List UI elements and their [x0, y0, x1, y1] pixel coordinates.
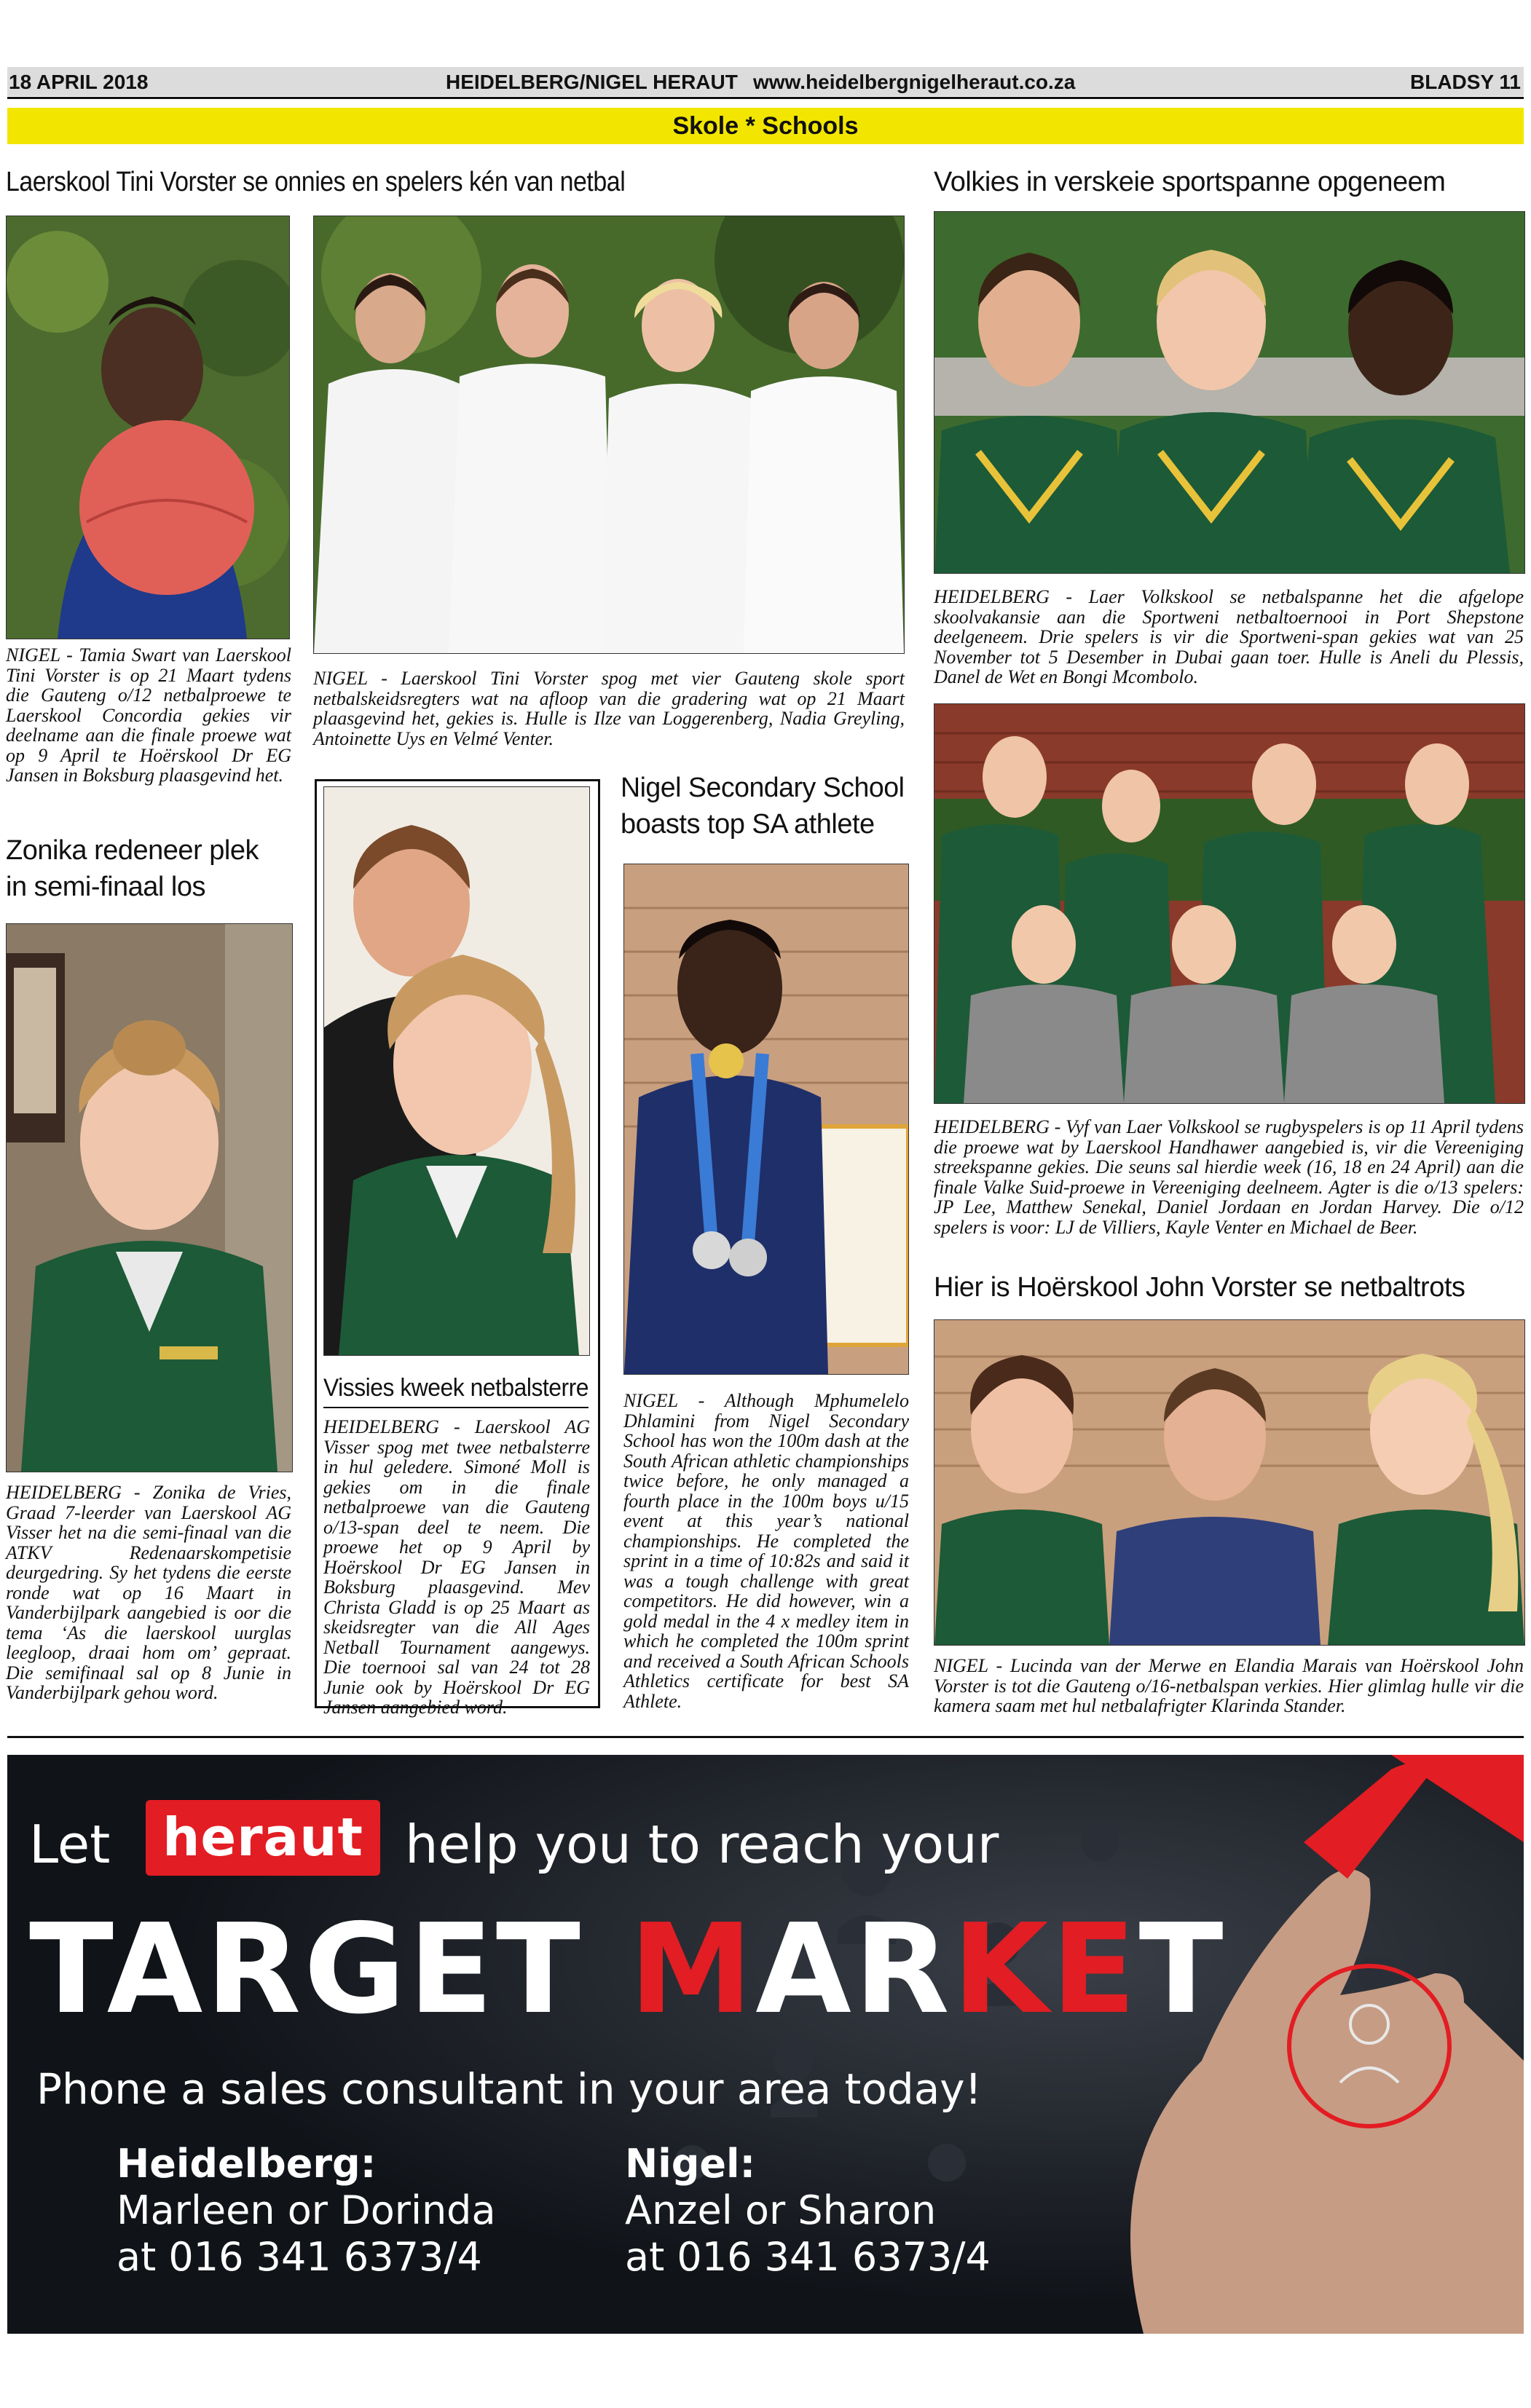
ad-heidelberg-phone[interactable]: at 016 341 6373/4	[117, 2234, 482, 2280]
headline-john-vorster: Hier is Hoërskool John Vorster se netbaltrots	[934, 1272, 1465, 1303]
ad-nigel-label	[625, 2141, 755, 2187]
headline-vissies: Vissies kweek netbalsterre	[323, 1374, 589, 1402]
headline-nigel-secondary-2: boasts top SA athlete	[621, 809, 875, 840]
ad-heidelberg-label	[117, 2141, 376, 2187]
caption-vissies: HEIDELBERG - Laerskool AG Visser spog met twee netbalsterre in hul geledere. Simoné Moll is gekies om in die finale netbalproewe van die Gauteng o/13-span deel te neem. Die proewe het op 9 April by Hoërskool Dr EG Jansen in Boksburg plaasgevind. Mev Christa Gladd is op 25 Maart as skeidsregter van die All Ages Netball Tournament aangewys. Die toernooi sal van 24 tot 28 Junie ook by Hoërskool Dr EG Jansen aangebied word.	[323, 1416, 590, 1718]
masthead-paper: HEIDELBERG/NIGEL HERAUT	[446, 71, 738, 93]
photo-netball-players-sportweni	[934, 211, 1525, 574]
ad-heidelberg-contacts: Marleen or Dorinda	[117, 2187, 496, 2233]
caption-netball-players-sportweni: HEIDELBERG - Laer Volkskool se netbalspanne het die afgelope skoolvakansie aan die Sportweni netbaltoernooi in Port Shepstone deelgeneem. Drie spelers is vir die Sportweni-span gekies wat van 25 November tot 5 Desember in Dubai gaan toer. Hulle is Aneli du Plessis, Danel de Wet en Bongi Mcombolo.	[934, 586, 1524, 687]
ad-help-line: help you to reach your	[405, 1814, 999, 1875]
headline-zonika-1: Zonika redeneer plek	[6, 835, 259, 866]
caption-zonika-de-vries: HEIDELBERG - Zonika de Vries, Graad 7-leerder van Laerskool AG Visser het na die semi-finaal van die ATKV Redenaarskompetisie deurgedring. Sy het tydens die eerste ronde wat op 16 Maart in Vanderbijlpark aangebied is oor die tema ‘As die laerskool uurglas leegloop, draai hom om’ gepraat. Die semifinaal sal op 8 Junie in Vanderbijlpark gehou word.	[6, 1482, 291, 1703]
masthead-date: 18 APRIL 2018	[9, 71, 149, 93]
ad-market-k: K	[952, 1898, 1052, 2042]
masthead-rule	[7, 97, 1524, 99]
photo-rugby-players-volkskool	[934, 703, 1525, 1104]
photo-john-vorster-netball	[934, 1319, 1525, 1646]
headline-nigel-secondary-1: Nigel Secondary School	[621, 773, 905, 803]
caption-tamia-swart: NIGEL - Tamia Swart van Laerskool Tini Vorster is op 21 Maart tydens die Gauteng o/12 netbalproewe te Laerskool Concordia gekies vir deelname aan die finale proewe wat op 9 April te Hoërskool Dr EG Jansen in Boksburg plaasgevind het.	[6, 644, 291, 786]
ad-phone-line: Phone a sales consultant in your area today!	[36, 2064, 982, 2114]
ad-let: Let	[29, 1814, 111, 1875]
ad-nigel-name: Nigel	[625, 2141, 740, 2187]
ad-market-ar: AR	[755, 1898, 953, 2042]
caption-john-vorster-netball: NIGEL - Lucinda van der Merwe en Elandia Marais van Hoërskool John Vorster is tot die Gauteng o/16-netbalspan verkies. Hier glimlag hulle vir die kamera saam met hul netbalafrigter Klarinda Stander.	[934, 1655, 1524, 1716]
headline-zonika-2: in semi-finaal los	[6, 872, 205, 902]
ad-market-m: M	[629, 1898, 756, 2042]
ad-nigel-contacts: Anzel or Sharon	[625, 2187, 937, 2233]
ad-target-word: TARGET	[29, 1898, 583, 2042]
ad-separator-rule	[7, 1736, 1524, 1738]
photo-zonika-de-vries	[6, 923, 293, 1472]
photo-simone-moll-christa-gladd	[323, 786, 590, 1356]
headline-tini-vorster: Laerskool Tini Vorster se onnies en spelers kén van netbal	[6, 167, 626, 197]
ad-heidelberg-colon: :	[360, 2141, 377, 2187]
caption-mphumelelo-dhlamini: NIGEL - Although Mphumelelo Dhlamini from Nigel Secondary School has won the 100m dash at the South African athletic championships twice before, he only managed a fourth place in the 100m boys u/15 event at this year’s national championships. He completed the sprint in a time of 10:82s and said it was a tough challenge with great competitors. He did however, win a gold medal in the 4 x medley item in which he completed the 100m sprint and received a South African Schools Athletics certificate for best SA Athlete.	[623, 1390, 909, 1712]
photo-tamia-swart	[6, 216, 290, 639]
heraut-logo-text: heraut	[162, 1807, 363, 1868]
photo-mphumelelo-dhlamini	[623, 864, 909, 1375]
masthead-page: BLADSY 11	[1410, 71, 1521, 93]
masthead-url[interactable]: www.heidelbergnigelheraut.co.za	[753, 71, 1076, 93]
ad-nigel-colon: :	[739, 2141, 756, 2187]
headline-volkies: Volkies in verskeie sportspanne opgeneem	[934, 167, 1446, 197]
ad-target-market	[29, 1898, 1227, 2042]
caption-rugby-players-volkskool: HEIDELBERG - Vyf van Laer Volkskool se rugbyspelers is op 11 April tydens die proewe wat by Laerskool Handhawer aangebied is, vir die Vereeniging streekspanne gekies. Die seuns sal hierdie week (16, 18 en 24 April) aan die finale Valke Suid-proewe in Vereeniging deelneem. Agter is die o/13 spelers: JP Lee, Matthew Senekal, Daniel Jordaan en Jordan Harvey. Die o/12 spelers is voor: LJ de Villiers, Kayle Venter en Michael de Beer.	[934, 1116, 1524, 1238]
section-title: Skole * Schools	[672, 112, 859, 140]
ad-heidelberg-name: Heidelberg	[117, 2141, 361, 2187]
photo-netball-umpires	[313, 216, 905, 654]
ad-heraut-target-market	[7, 1755, 1524, 2334]
ad-market-t: T	[1138, 1898, 1227, 2042]
ad-nigel-phone[interactable]: at 016 341 6373/4	[625, 2234, 991, 2280]
rule-vissies	[323, 1407, 589, 1408]
heraut-logo	[146, 1800, 380, 1876]
ad-market-e: E	[1051, 1898, 1139, 2042]
caption-netball-umpires: NIGEL - Laerskool Tini Vorster spog met vier Gauteng skole sport netbalskeidsregters wat na afloop van die gradering wat op 21 Maart plaasgevind het, gekies is. Hulle is Ilze van Loggerenberg, Nadia Greyling, Antoinette Uys en Velmé Venter.	[313, 668, 905, 749]
